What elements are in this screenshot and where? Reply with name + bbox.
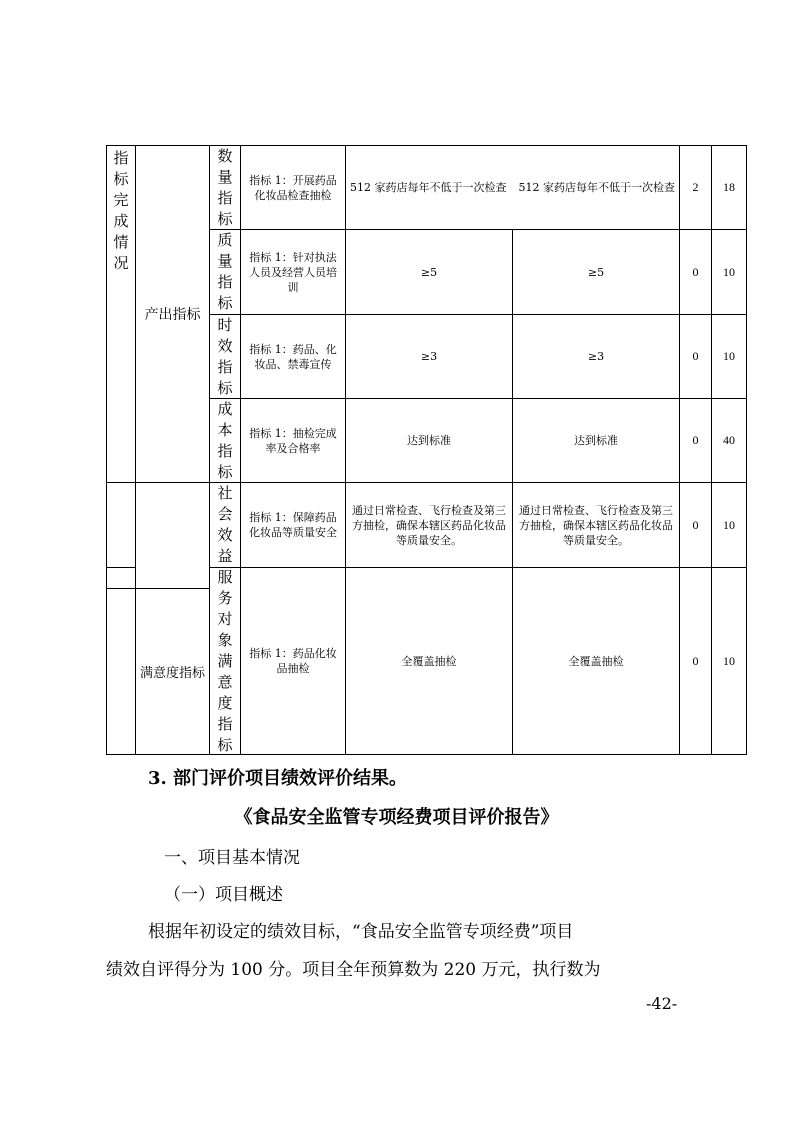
- heading-3: 3. 部门评价项目绩效评价结果。: [148, 768, 408, 789]
- weight-cell-2: [711, 229, 747, 315]
- section-blank-1: [106, 482, 136, 568]
- weight-cell-6: [711, 567, 747, 755]
- target-text: 达到标准: [407, 434, 451, 447]
- actual-text: ≥5: [587, 265, 605, 279]
- paragraph-line-2: 绩效自评得分为 100 分。项目全年预算数为 220 万元，执行数为: [106, 960, 601, 980]
- weight-cell-4: [711, 398, 747, 483]
- indicator-cell-4: [240, 398, 346, 483]
- section-blank-2: [106, 567, 136, 589]
- weight-value: 10: [723, 264, 735, 279]
- indicator-cell-1: [240, 145, 346, 230]
- category-output-cell: [135, 145, 210, 483]
- section-heading-1: 一、项目基本情况: [164, 848, 300, 868]
- type-cell-6: [209, 567, 241, 755]
- report-title: 《食品安全监管专项经费项目评价报告》: [234, 807, 559, 828]
- actual-text: ≥3: [587, 350, 605, 363]
- type-label: 质量指标: [217, 231, 233, 312]
- indicator-text: 指标 1：开展药品化妆品检查抽检: [249, 173, 337, 202]
- score-value: 2: [692, 180, 699, 194]
- type-label: 数量指标: [217, 146, 233, 228]
- type-cell-1: [209, 145, 241, 230]
- target-text: ≥3: [420, 350, 438, 363]
- weight-value: 18: [723, 180, 735, 194]
- type-cell-2: [209, 229, 241, 315]
- indicator-cell-2: [240, 229, 346, 315]
- score-cell-6: [679, 567, 712, 755]
- section-cell: [106, 145, 136, 483]
- score-value: 0: [692, 517, 699, 532]
- subsection-heading-1: （一）项目概述: [164, 885, 283, 905]
- target-cell-4: [345, 398, 513, 483]
- actual-text: 通过日常检查、飞行检查及第三方抽检，确保本辖区药品化妆品等质量安全。: [519, 503, 673, 547]
- weight-value: 40: [723, 433, 735, 447]
- target-text: 512 家药店每年不低于一次检查: [350, 181, 507, 194]
- score-cell-5: [679, 482, 712, 568]
- type-cell-4: [209, 398, 241, 483]
- type-label: 时效指标: [217, 315, 233, 397]
- paragraph-line-1: 根据年初设定的绩效目标，“食品安全监管专项经费”项目: [148, 922, 574, 942]
- score-value: 0: [692, 264, 699, 279]
- indicator-cell-3: [240, 314, 346, 399]
- category-satisfaction-label: 满意度指标: [139, 666, 205, 681]
- weight-value: 10: [723, 517, 735, 532]
- actual-cell-6: [512, 567, 680, 755]
- indicator-cell-6: [240, 567, 346, 755]
- category-blank: [135, 482, 210, 589]
- target-cell-5: [345, 482, 513, 568]
- target-cell-2: [345, 229, 513, 315]
- type-label: 成本指标: [217, 399, 233, 481]
- target-text: 通过日常检查、飞行检查及第三方抽检，确保本辖区药品化妆品等质量安全。: [352, 503, 506, 547]
- indicator-text: 指标 1：针对执法人员及经营人员培训: [249, 250, 337, 294]
- target-text: ≥5: [420, 265, 438, 279]
- category-output-label: 产出指标: [144, 307, 201, 323]
- weight-cell-5: [711, 482, 747, 568]
- type-label: 社会效益: [217, 484, 233, 565]
- actual-text: 全覆盖抽检: [568, 654, 624, 668]
- indicator-text: 指标 1：抽检完成率及合格率: [249, 426, 337, 455]
- type-label: 服务对象满意度指标: [217, 567, 233, 754]
- type-cell-3: [209, 314, 241, 399]
- actual-cell-5: [512, 482, 680, 568]
- actual-cell-2: [512, 229, 680, 315]
- score-cell-4: [679, 398, 712, 483]
- type-cell-5: [209, 482, 241, 568]
- score-cell-3: [679, 314, 712, 399]
- score-value: 0: [692, 433, 699, 447]
- target-cell-6: [345, 567, 513, 755]
- indicator-text: 指标 1：药品、化妆品、禁毒宣传: [249, 342, 337, 371]
- section-label: 指标完成情况: [113, 149, 129, 272]
- indicator-text: 指标 1：保障药品化妆品等质量安全: [249, 511, 337, 539]
- weight-cell-1: [711, 145, 747, 230]
- actual-text: 512 家药店每年不低于一次检查: [518, 181, 675, 194]
- page-number: -42-: [646, 994, 678, 1013]
- score-value: 0: [692, 653, 699, 668]
- actual-cell-3: [512, 314, 680, 399]
- actual-text: 达到标准: [574, 434, 618, 447]
- target-actual-cell-1: [345, 145, 680, 230]
- section-blank-3: [106, 588, 136, 755]
- indicator-cell-5: [240, 482, 346, 568]
- score-cell-1: [679, 145, 712, 230]
- category-satisfaction-cell: [135, 588, 210, 755]
- actual-cell-4: [512, 398, 680, 483]
- weight-cell-3: [711, 314, 747, 399]
- score-value: 0: [692, 349, 699, 363]
- target-text: 全覆盖抽检: [401, 654, 457, 668]
- weight-value: 10: [723, 653, 735, 668]
- indicator-text: 指标 1：药品化妆品抽检: [249, 647, 337, 675]
- weight-value: 10: [723, 349, 735, 363]
- score-cell-2: [679, 229, 712, 315]
- target-cell-3: [345, 314, 513, 399]
